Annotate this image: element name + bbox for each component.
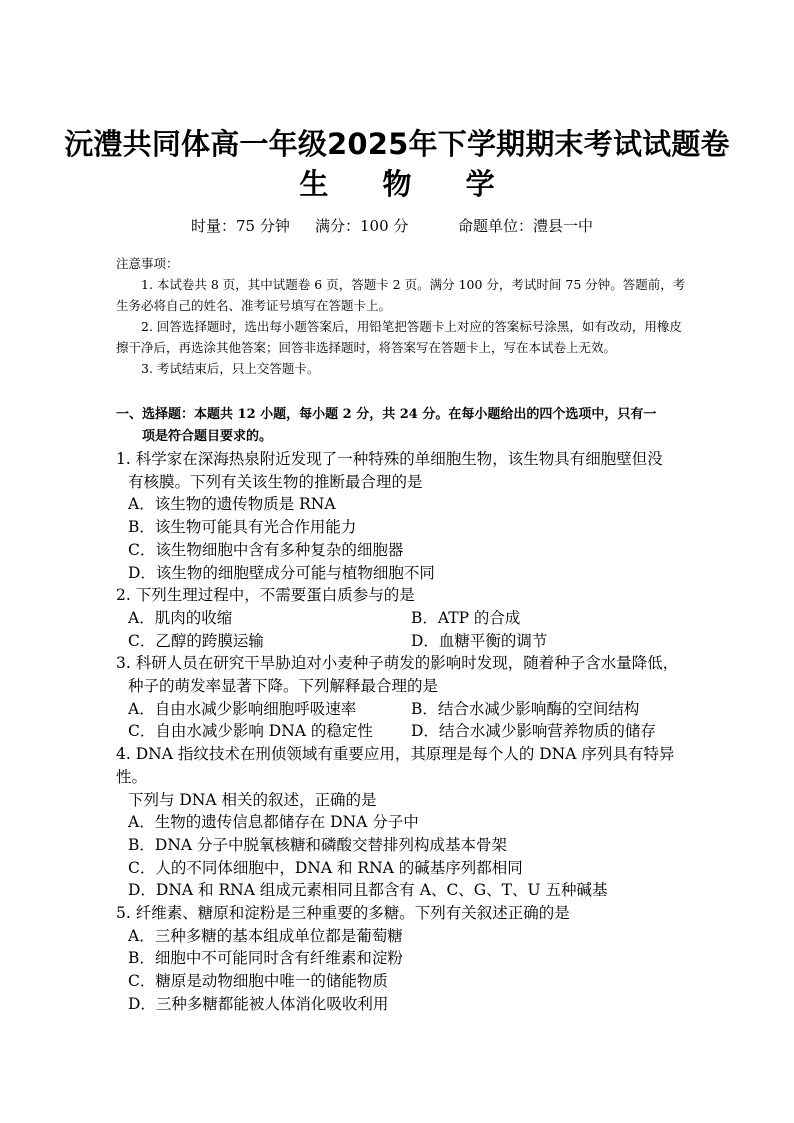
option-a: A．肌肉的收缩 [128,608,233,627]
subject-char: 学 [465,167,495,201]
option-d: D．三种多糖都能被人体消化吸收利用 [128,994,389,1013]
note-item: 3. 考试结束后，只上交答题卡。 [141,361,320,376]
question-stem: 3. 科研人员在研究干旱胁迫对小麦种子萌发的影响时发现，随着种子含水量降低， [116,654,679,673]
option-d: D．DNA 和 RNA 组成元素相同且都含有 A、C、G、T、U 五种碱基 [128,881,608,900]
question-stem: 5. 纤维素、糖原和淀粉是三种重要的多糖。下列有关叙述正确的是 [116,904,570,923]
note-item: 2. 回答选择题时，选出每小题答案后，用铅笔把答题卡上对应的答案标号涂黑，如有改动，用橡皮擦干净后，再选涂其他答案；回答非选择题时，将答案写在答题卡上，写在本试卷上无效。 [116,319,682,355]
exam-unit: 命题单位：澧县一中 [458,217,594,235]
section-heading [116,404,686,448]
question-4 [116,743,691,902]
exam-title: 沅澧共同体高一年级2025年下学期期末考试试题卷 [64,127,730,161]
option-c: C．自由水减少影响 DNA 的稳定性 [128,722,373,741]
question-3 [116,652,691,743]
question-list [116,448,691,1016]
question-stem: 下列与 DNA 相关的叙述，正确的是 [128,790,377,809]
subject-title [0,164,794,204]
notes-heading: 注意事项： [116,256,179,271]
note-item: 1. 本试卷共 8 页，其中试题卷 6 页，答题卡 2 页。满分 100 分，考试时间 75 分钟。答题前，考生务必将自己的姓名、准考证号填写在答题卡上。 [116,277,686,313]
question-stem: 种子的萌发率显著下降。下列解释最合理的是 [128,677,439,696]
option-d: D．血糖平衡的调节 [411,631,548,650]
question-1 [116,448,691,584]
question-stem: 有核膜。下列有关该生物的推断最合理的是 [128,472,423,491]
subject-char: 物 [382,167,412,201]
option-b: B．ATP 的合成 [411,608,521,627]
question-5 [116,902,691,1016]
question-stem: 2. 下列生理过程中，不需要蛋白质参与的是 [116,586,415,605]
option-d: D．结合水减少影响营养物质的储存 [411,722,656,741]
section-line: 一、选择题：本题共 12 小题，每小题 2 分，共 24 分。在每小题给出的四个选项中，只有一 [116,407,657,422]
option-b: B．细胞中不可能同时含有纤维素和淀粉 [128,949,403,968]
option-c: C．乙醇的跨膜运输 [128,631,264,650]
exam-time: 时量：75 分钟 [191,217,290,235]
option-b: B．该生物可能具有光合作用能力 [128,518,357,537]
option-a: A．该生物的遗传物质是 RNA [128,495,336,514]
option-b: B．结合水减少影响酶的空间结构 [411,699,640,718]
option-a: A．生物的遗传信息都储存在 DNA 分子中 [128,813,419,832]
question-stem: 4. DNA 指纹技术在刑侦领域有重要应用，其原理是每个人的 DNA 序列具有特异性。 [116,745,675,786]
exam-score: 满分：100 分 [315,217,409,235]
option-c: C．人的不同体细胞中，DNA 和 RNA 的碱基序列都相同 [128,858,523,877]
option-d: D．该生物的细胞壁成分可能与植物细胞不同 [128,563,435,582]
option-a: A．自由水减少影响细胞呼吸速率 [128,699,357,718]
notes [116,253,686,379]
option-c: C．该生物细胞中含有多种复杂的细胞器 [128,540,404,559]
subject-char: 生 [299,167,329,201]
option-c: C．糖原是动物细胞中唯一的储能物质 [128,972,388,991]
question-2 [116,584,691,652]
option-b: B．DNA 分子中脱氧核糖和磷酸交替排列构成基本骨架 [128,835,508,854]
question-stem: 1. 科学家在深海热泉附近发现了一种特殊的单细胞生物，该生物具有细胞壁但没 [116,450,663,468]
section-line: 项是符合题目要求的。 [142,429,273,444]
option-a: A．三种多糖的基本组成单位都是葡萄糖 [128,926,403,945]
